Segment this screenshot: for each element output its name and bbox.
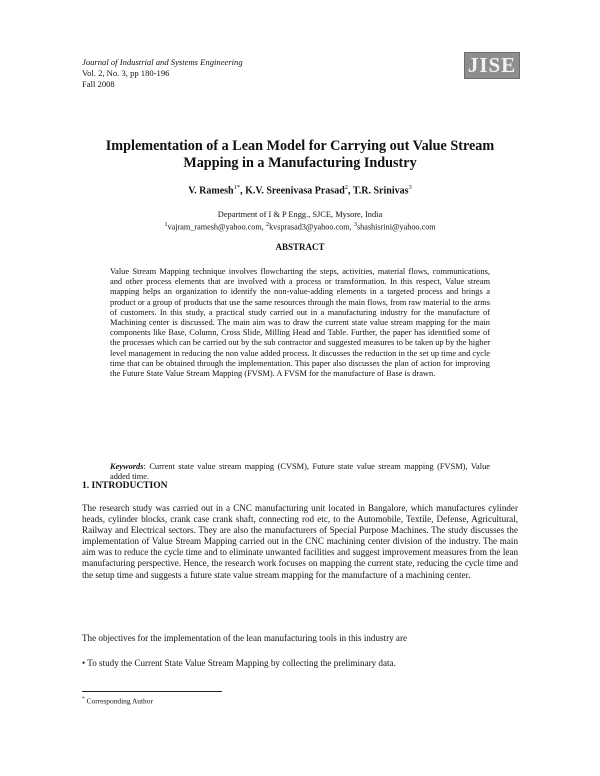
author-name: V. Ramesh — [188, 185, 234, 197]
abstract-body — [110, 267, 490, 379]
bullet-icon: • — [82, 658, 86, 668]
affiliation: Department of I & P Engg., SJCE, Mysore, India — [217, 210, 383, 219]
journal-volume: Vol. 2, No. 3, pp 180-196 — [82, 68, 170, 78]
email-address: vajram_ramesh@yahoo.com, — [167, 222, 266, 232]
author-name: K.V. Sreenivasa Prasad — [245, 185, 345, 197]
author-separator: , — [348, 185, 353, 197]
paper-title — [90, 138, 510, 172]
author-list — [90, 184, 510, 196]
jise-logo: JISE — [464, 52, 520, 79]
email-mark: 3 — [353, 221, 357, 228]
author-name: T.R. Srinivas — [352, 185, 409, 197]
email-mark: 1 — [164, 221, 168, 228]
keywords — [110, 462, 490, 483]
paper-title-line-2: Mapping in a Manufacturing Industry — [183, 155, 417, 171]
author-separator: , — [240, 185, 246, 197]
objectives-paragraph: The objectives for the implementation of the lean manufacturing tools in this industry are — [82, 633, 408, 643]
bullet-text: To study the Current State Value Stream Mapping by collecting the preliminary data. — [85, 658, 396, 668]
footnote — [82, 696, 153, 705]
journal-header — [82, 57, 243, 90]
abstract-paragraph: Value Stream Mapping technique involves flowcharting the steps, activities, material flows, communications, and other process elements that are involved with a process or transformation. In this respect, Value stream mapping helps an organization to identify the non-value-adding elements in a targeted process and brings a product or a group of products that use the same resources through the main flows, from raw material to the arms of customers. In this study, a practical study carried out in a manufacturing industry for the manufacture of Machining center is discussed. The main aim was to draw the current state value stream mapping for the main components like Base, Column, Cross Slide, Milling Head and Table. Further, the paper has identified some of the processes which can be carried out by the sub contractor and suggested measures to be taken up by the higher level management in reducing the non value added process. It discusses the reduction in the set up time and cycle time that can be obtained through the implementation. This paper also discusses the plan of action for improving the Future State Value Stream Mapping (FVSM). A FVSM for the manufacture of Base is drawn. — [110, 267, 491, 379]
author-emails — [70, 221, 530, 232]
bullet-item — [82, 658, 518, 669]
keywords-text: : Current state value stream mapping (CVSM), Future state value stream mapping (FVSM), Value added time. — [110, 462, 490, 482]
author-affiliation-mark: 2 — [344, 184, 349, 191]
email-address: shashisrini@yahoo.com — [356, 222, 436, 232]
journal-date: Fall 2008 — [82, 79, 115, 89]
author-affiliation-mark: 3 — [408, 184, 412, 191]
journal-name: Journal of Industrial and Systems Engineering — [82, 57, 243, 67]
author-affiliation-mark: 1* — [233, 184, 241, 191]
paper-title-line-1: Implementation of a Lean Model for Carrying out Value Stream — [105, 138, 495, 154]
abstract-heading: ABSTRACT — [275, 242, 325, 252]
footnote-divider — [82, 691, 222, 692]
section-heading-introduction: 1. INTRODUCTION — [82, 481, 168, 491]
footnote-text: Corresponding Author — [84, 696, 153, 706]
intro-body — [82, 503, 518, 581]
keywords-label: Keywords — [110, 462, 144, 471]
intro-paragraph: The research study was carried out in a CNC manufacturing unit located in Bangalore, which manufactures cylinder heads, cylinder blocks, crank case crank shaft, connecting rod etc, to the Automobile, Textile, Defense, Agricultural, Railway and Electrical sectors. They are also the manufacturers of Special Purpose Machines. The study discusses the implementation of Value Stream Mapping carried out in the CNC machining center division of the industry. The main aim was to reduce the cycle time and to eliminate unwanted facilities and suggest improvement measures from the lean manufacturing perspective. Hence, the research work focuses on mapping the current state, reducing the cycle time and the setup time and suggests a future state value stream mapping for the manufacture of a machining center. — [82, 503, 518, 580]
footnote-mark: * — [82, 696, 85, 702]
email-address: kvsprasad3@yahoo.com, — [269, 222, 354, 232]
email-mark: 2 — [265, 221, 270, 228]
